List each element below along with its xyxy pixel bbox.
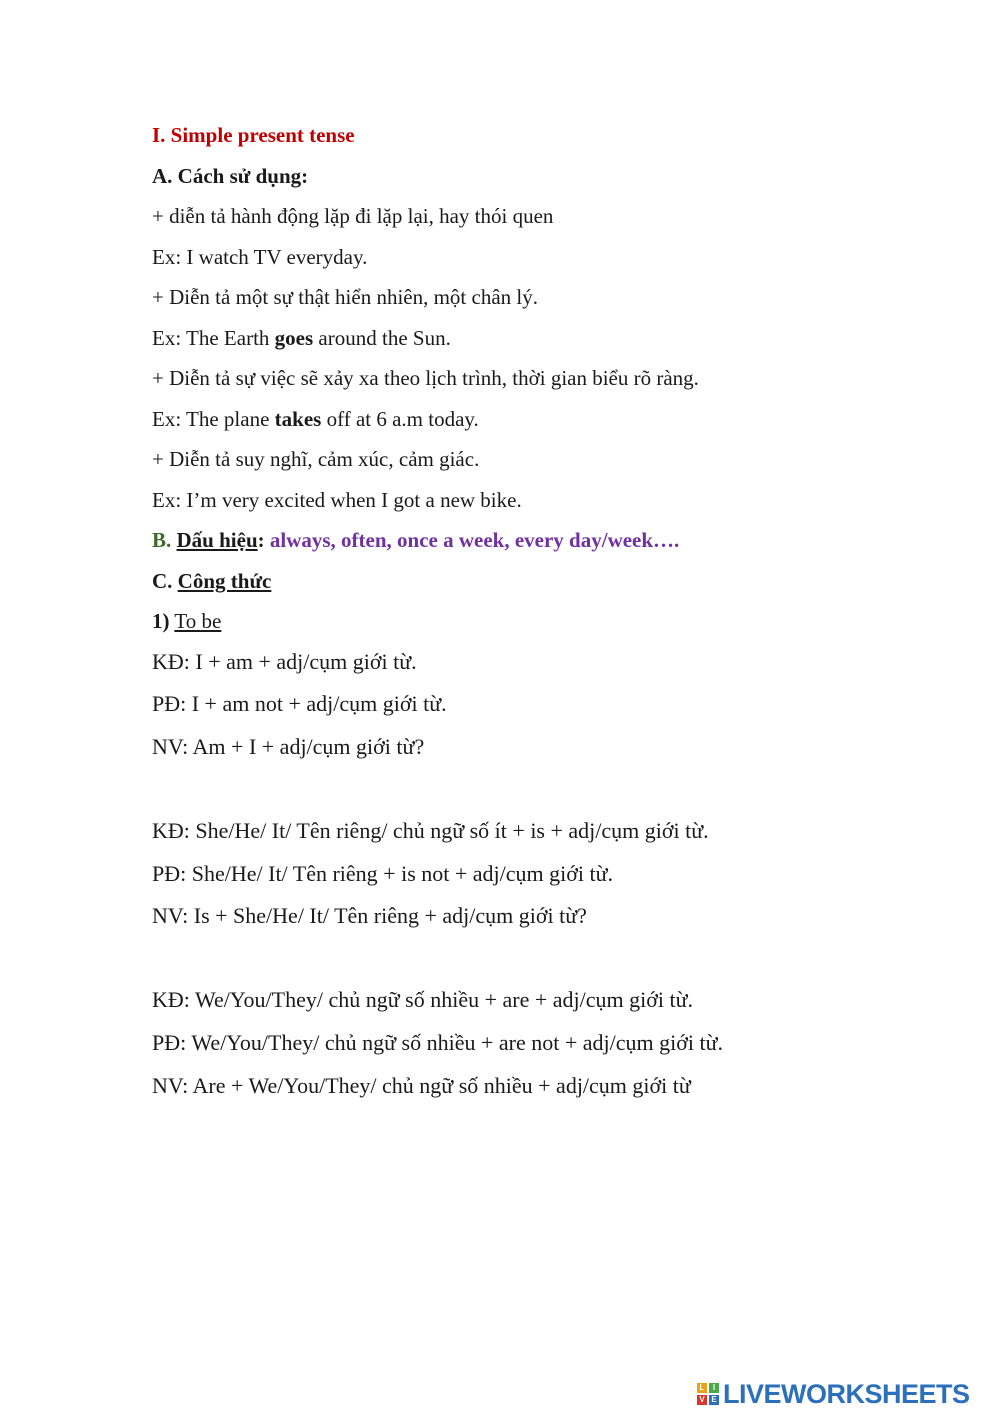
subsection-number: 1): [152, 609, 170, 633]
section-a-title: A. Cách sử dụng:: [152, 164, 309, 188]
section-b-label: Dấu hiệu: [176, 528, 258, 552]
subsection-label: To be: [174, 609, 222, 633]
example-line: [152, 406, 479, 432]
formula-affirmative: KĐ: I + am + adj/cụm giới từ.: [152, 649, 417, 674]
example-verb: goes: [274, 326, 314, 350]
logo-text: LIVEWORKSHEETS: [723, 1378, 970, 1409]
example-text: Ex: The Earth: [152, 326, 275, 350]
example-verb: takes: [274, 407, 322, 431]
usage-line: + Diễn tả một sự thật hiển nhiên, một chân lý.: [152, 285, 538, 309]
example-text: around the Sun.: [313, 326, 451, 350]
logo-mark-icon: [697, 1383, 719, 1405]
section-b-colon: :: [257, 528, 265, 552]
logo-letter: V: [697, 1395, 707, 1405]
logo-letter: I: [709, 1383, 719, 1393]
formula-negative: PĐ: She/He/ It/ Tên riêng + is not + adj/cụm giới từ.: [152, 861, 614, 886]
usage-line: + diễn tả hành động lặp đi lặp lại, hay thói quen: [152, 204, 554, 228]
logo-letter: L: [697, 1383, 707, 1393]
example-text: off at 6 a.m today.: [321, 407, 479, 431]
liveworksheets-logo: [697, 1377, 970, 1411]
section-b-letter: B.: [152, 528, 172, 552]
example-line: Ex: I watch TV everyday.: [152, 245, 368, 269]
logo-letter: E: [709, 1395, 719, 1405]
subsection-to-be: [152, 608, 221, 634]
formula-affirmative: KĐ: She/He/ It/ Tên riêng/ chủ ngữ số ít + is + adj/cụm giới từ.: [152, 818, 709, 843]
example-text: Ex: The plane: [152, 407, 275, 431]
usage-line: + Diễn tả sự việc sẽ xảy xa theo lịch trình, thời gian biểu rõ ràng.: [152, 366, 699, 390]
formula-affirmative: KĐ: We/You/They/ chủ ngữ số nhiều + are + adj/cụm giới từ.: [152, 987, 694, 1012]
example-line: [152, 325, 451, 351]
formula-negative: PĐ: I + am not + adj/cụm giới từ.: [152, 691, 447, 716]
section-b-signals: [152, 527, 679, 553]
formula-question: NV: Are + We/You/They/ chủ ngữ số nhiều + adj/cụm giới từ: [152, 1073, 691, 1098]
usage-line: + Diễn tả suy nghĩ, cảm xúc, cảm giác.: [152, 447, 480, 471]
signal-words: always, often, once a week, every day/week….: [269, 528, 680, 552]
section-c-title: [152, 568, 271, 594]
section-c-label: Công thức: [177, 569, 272, 593]
page-title: I. Simple present tense: [152, 123, 355, 147]
formula-negative: PĐ: We/You/They/ chủ ngữ số nhiều + are not + adj/cụm giới từ.: [152, 1030, 724, 1055]
formula-question: NV: Is + She/He/ It/ Tên riêng + adj/cụm giới từ?: [152, 903, 587, 928]
section-c-letter: C.: [152, 569, 173, 593]
formula-question: NV: Am + I + adj/cụm giới từ?: [152, 734, 425, 759]
example-line: Ex: I’m very excited when I got a new bike.: [152, 488, 522, 512]
